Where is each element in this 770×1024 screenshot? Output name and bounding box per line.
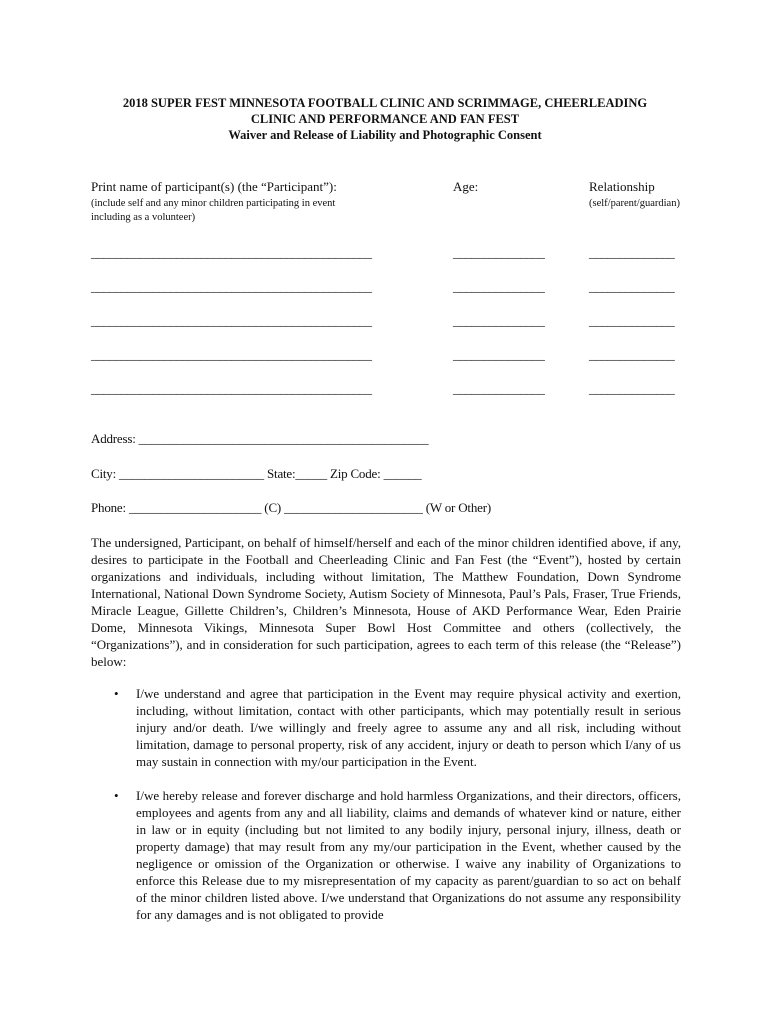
document-title-line-1: 2018 SUPER FEST MINNESOTA FOOTBALL CLINIC AND SCRIMMAGE, CHEERLEADING [122,96,648,110]
participant-age-blank[interactable]: _______________ [453,245,545,260]
document-title-line-2: CLINIC AND PERFORMANCE AND FAN FEST [250,112,520,126]
participant-age-blank[interactable]: _______________ [453,279,545,294]
participant-name-blank[interactable]: ______________________________________________ [91,279,372,294]
address-field[interactable]: Address: ______________________________________________ [91,431,429,446]
document-subtitle: Waiver and Release of Liability and Photographic Consent [228,128,542,142]
participant-name-label: Print name of participant(s) (the “Participant”): [91,179,337,194]
age-label: Age: [453,179,479,194]
participant-age-blank[interactable]: _______________ [453,347,545,362]
participant-name-note-2: including as a volunteer) [91,212,196,223]
participant-name-note-1: (include self and any minor children participating in event [91,198,336,209]
participant-name-blank[interactable]: ______________________________________________ [91,245,372,260]
intro-paragraph: The undersigned, Participant, on behalf of himself/herself and each of the minor children identified above, if any, desires to participate in the Football and Cheerleading Clinic and Fan Fest (the “Event”), hosted by certain organizations and individuals, including without limitation, The Matthew Foundation, Down Syndrome International, National Down Syndrome Society, Autism Society of Minnesota, Paul’s Pals, Fraser, True Friends, Miracle League, Gillette Children’s, Children’s Minnesota, House of AKD Performance Wear, Eden Prairie Dome, Minnesota Vikings, Minnesota Super Bowl Host Committee and others (collectively, the “Organizations”), and in consideration for such participation, agrees to each term of this release (the “Release”) below: [91,535,681,669]
participant-age-blank[interactable]: _______________ [453,313,545,328]
participant-age-blank[interactable]: _______________ [453,381,545,396]
participant-relationship-blank[interactable]: ______________ [589,347,675,362]
relationship-label: Relationship [589,179,655,194]
participant-relationship-blank[interactable]: ______________ [589,381,675,396]
assumption-of-risk-clause: I/we understand and agree that participation in the Event may require physical activity and exertion, including, without limitation, contact with other participants, which may potentially result in serious injury and/or death. I/we willingly and freely agree to assume any and all risk, including without limitation, damage to personal property, risk of any accident, injury or death to person which I/any of us may sustain in connection with my/our participation in the Event. [136,686,681,769]
participant-relationship-blank[interactable]: ______________ [589,279,675,294]
participant-name-blank[interactable]: ______________________________________________ [91,313,372,328]
relationship-note: (self/parent/guardian) [589,198,680,209]
participant-relationship-blank[interactable]: ______________ [589,313,675,328]
participant-relationship-blank[interactable]: ______________ [589,245,675,260]
city-state-zip-field[interactable]: City: _______________________ State:_____ Zip Code: ______ [91,466,422,481]
bullet-marker: • [114,788,119,803]
participant-name-blank[interactable]: ______________________________________________ [91,347,372,362]
release-of-liability-clause: I/we hereby release and forever discharge and hold harmless Organizations, and their directors, officers, employees and agents from any and all liability, claims and demands of whatever kind or nature, either in law or in equity (including but not limited to any bodily injury, personal injury, illness, death or property damage) that may result from any my/our participation in the Event, whether caused by the negligence or omission of the Organization or otherwise. I waive any inability of Organizations to enforce this Release due to my misrepresentation of my capacity as parent/guardian to so act on behalf of the minor children listed above. I/we understand that Organizations do not assume any responsibility for any damages and is not obligated to provide [136,788,681,922]
bullet-marker: • [114,686,119,701]
phone-field[interactable]: Phone: _____________________ (C) ______________________ (W or Other) [91,500,491,515]
participant-name-blank[interactable]: ______________________________________________ [91,381,372,396]
